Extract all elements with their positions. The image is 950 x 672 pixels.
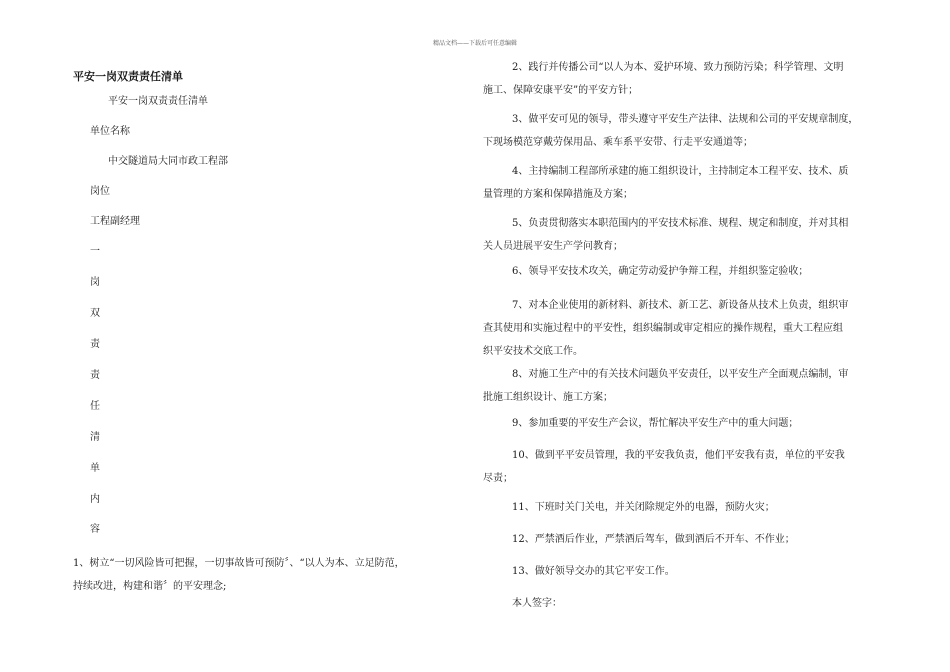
item-7-line-1: 7、对本企业使用的新材料、新技术、新工艺、新设备从技术上负责，组织审	[512, 300, 849, 311]
item-11	[512, 496, 775, 519]
item-4-line-2: 量管理的方案和保障措施及方案；	[483, 189, 633, 200]
item-3-line-2: 下现场模范穿戴劳保用品、乘车系平安带、行走平安通道等；	[483, 137, 753, 148]
item-8	[483, 363, 849, 409]
page-header: 精品文档——下载后可任意编辑	[432, 40, 517, 47]
document-title: 平安一岗双责责任清单	[73, 70, 183, 83]
unit-label: 单位名称	[90, 126, 130, 137]
vertical-char: 双	[90, 308, 100, 319]
vertical-char: 责	[90, 339, 100, 350]
item-1	[73, 552, 405, 598]
item-3-line-1: 3、做平安可见的领导，带头遵守平安生产法律、法规和公司的平安规章制度，	[512, 114, 859, 125]
post-label: 岗位	[90, 186, 110, 197]
item-6	[512, 260, 808, 283]
vertical-char: 一	[90, 246, 100, 257]
vertical-char: 任	[90, 401, 100, 412]
vertical-char: 容	[90, 524, 100, 535]
item-7-line-3: 织平安技术交底工作。	[483, 346, 583, 357]
unit-value: 中交隧道局大同市政工程部	[108, 156, 228, 167]
vertical-char: 责	[90, 370, 100, 381]
item-11-line-1: 11、下班时关门关电，并关闭除规定外的电器，预防火灾；	[512, 502, 775, 513]
signature-label	[512, 592, 562, 615]
item-9	[512, 412, 798, 435]
item-3	[483, 108, 859, 154]
item-8-line-2: 批施工组织设计、施工方案；	[483, 392, 613, 403]
vertical-char: 岗	[90, 277, 100, 288]
item-5-line-1: 5、负责贯彻落实本职范围内的平安技术标准、规程、规定和制度，并对其相	[512, 218, 849, 229]
signature-label-text: 本人签字：	[512, 598, 562, 609]
item-13-line-1: 13、做好领导交办的其它平安工作。	[512, 566, 675, 577]
vertical-char: 单	[90, 463, 100, 474]
item-8-line-1: 8、对施工生产中的有关技术问题负平安责任，以平安生产全面观点编制，审	[512, 369, 849, 380]
item-2-line-1: 2、践行并传播公司“以人为本、爱护环境、致力预防污染；科学管理、文明	[512, 62, 844, 73]
item-7	[483, 294, 849, 363]
item-12-line-1: 12、严禁酒后作业，严禁酒后驾车，做到酒后不开车、不作业；	[512, 534, 795, 545]
item-2	[483, 56, 844, 102]
item-10	[483, 444, 845, 490]
item-7-line-2: 查其使用和实施过程中的平安性，组织编制或审定相应的操作规程，重大工程应组	[483, 323, 843, 334]
item-13	[512, 560, 675, 583]
item-1-line-1: 1、树立“一切风险皆可把握，一切事故皆可预防〞、“以人为本、立足防范，	[73, 558, 405, 569]
item-12	[512, 528, 795, 551]
item-6-line-1: 6、领导平安技术攻关，确定劳动爱护争辩工程，并组织鉴定验收；	[512, 266, 809, 277]
item-4	[483, 160, 849, 206]
item-5-line-2: 关人员进展平安生产学问教育；	[483, 241, 623, 252]
vertical-char: 内	[90, 494, 100, 505]
item-10-line-2: 尽责；	[483, 473, 513, 484]
item-10-line-1: 10、做到平平安员管理，我的平安我负责，他们平安我有责，单位的平安我	[512, 450, 845, 461]
item-5	[483, 212, 849, 258]
item-9-line-1: 9、参加重要的平安生产会议，帮忙解决平安生产中的重大问题；	[512, 418, 799, 429]
item-2-line-2: 施工、保障安康平安”的平安方针；	[483, 85, 639, 96]
post-value: 工程副经理	[90, 216, 140, 227]
item-4-line-1: 4、主持编制工程部所承建的施工组织设计，主持制定本工程平安、技术、质	[512, 166, 849, 177]
vertical-char: 清	[90, 432, 100, 443]
subtitle: 平安一岗双责责任清单	[108, 96, 208, 107]
item-1-line-2: 持续改进，构建和谐〞的平安理念;	[73, 581, 227, 592]
